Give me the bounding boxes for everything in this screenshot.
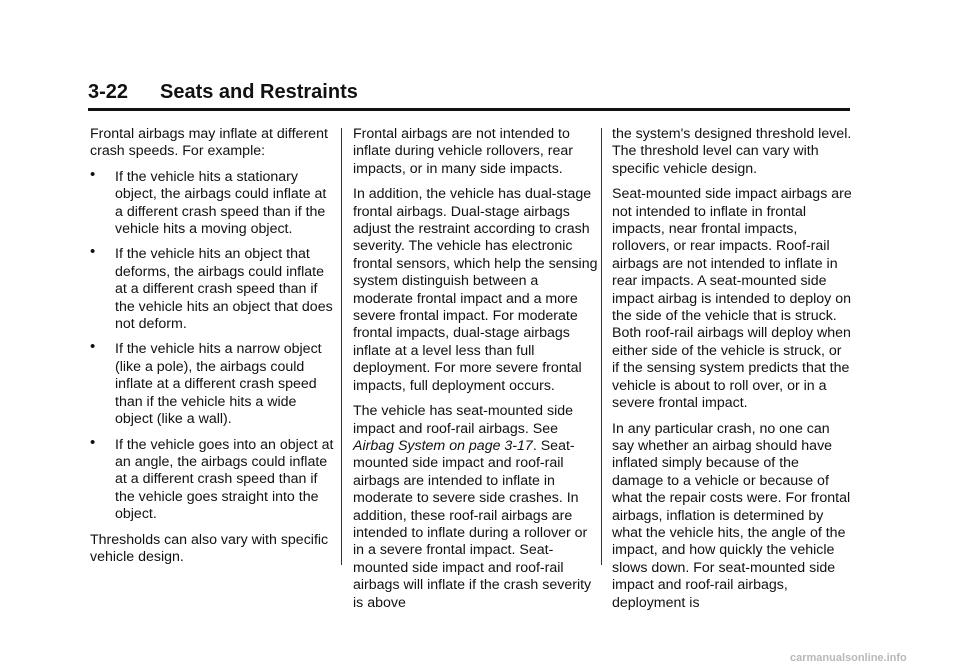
list-item-text: If the vehicle hits a stationary object, the airbags could inflate at a different crash speed than if the vehicle hits a moving object. (115, 168, 327, 238)
paragraph: the system's designed threshold level. The threshold level can vary with specific vehicle design. (612, 126, 852, 177)
paragraph: In addition, the vehicle has dual-stage frontal airbags. Dual-stage airbags adjust the restraint according to crash severity. The vehicle has electronic frontal sensors, which help the sensing system distinguish between a moderate frontal impact and a more severe frontal impact. For moderate frontal impacts, dual-stage airbags inflate at a level less than full deployment. For more severe frontal impacts, full deployment occurs. (353, 186, 598, 394)
bullet-list (90, 165, 338, 524)
list-item (90, 243, 338, 333)
list-item (90, 433, 338, 524)
bullet-icon: • (90, 165, 96, 183)
column-divider (341, 128, 342, 565)
column-divider (601, 128, 602, 565)
paragraph: Frontal airbags are not intended to inflate during vehicle rollovers, rear impacts, or in many side impacts. (353, 126, 574, 177)
paragraph: Frontal airbags may inflate at different crash speeds. For example: (90, 126, 328, 160)
list-item-text: If the vehicle hits an object that deforms, the airbags could inflate at a different crash speed than if the vehicle hits an object that does not deform. (115, 246, 333, 333)
watermark: carmanualsonline.info (790, 652, 907, 664)
paragraph: In any particular crash, no one can say whether an airbag should have inflated simply because of the damage to a vehicle or because of what the repair costs were. For frontal airbags, inflation is determined by what the vehicle hits, the angle of the impact, and how quickly the vehicle slows down. For seat-mounted side impact and roof-rail airbags, deployment is (612, 420, 851, 611)
list-item-text: If the vehicle goes into an object at an angle, the airbags could inflate at a different crash speed than if the vehicle goes straight into the object. (115, 436, 334, 523)
text-column-1 (90, 126, 338, 574)
list-item-text: If the vehicle hits a narrow object (like a pole), the airbags could inflate at a different crash speed than if the vehicle hits a wide object (like a wall). (115, 341, 322, 428)
bullet-icon: • (90, 433, 96, 451)
list-item (90, 338, 338, 428)
list-item (90, 165, 338, 239)
paragraph-text: The vehicle has seat-mounted side impact and roof-rail airbags. See (353, 403, 574, 437)
section-title: Seats and Restraints (160, 81, 358, 103)
text-column-3 (612, 126, 852, 620)
bullet-icon: • (90, 338, 96, 356)
text-column-2 (353, 126, 598, 620)
cross-reference-link[interactable]: Airbag System on page 3-17 (353, 437, 533, 454)
paragraph (353, 403, 598, 612)
page-header (88, 78, 850, 111)
paragraph: Thresholds can also vary with specific vehicle design. (90, 531, 329, 565)
paragraph: Seat-mounted side impact airbags are not intended to inflate in frontal impacts, near frontal impacts, rollovers, or rear impacts. Roof-rail airbags are not intended to inflate in rear impacts. A seat-mounted side impact airbag is intended to deploy on the side of the vehicle that is struck. Both roof-rail airbags will deploy when either side of the vehicle is struck, or if the sensing system predicts that the vehicle is about to roll over, or in a severe frontal impact. (612, 186, 852, 412)
paragraph-text: . Seat-mounted side impact and roof-rail airbags are intended to inflate in moderate to severe side crashes. In addition, these roof-rail airbags are intended to inflate during a rollover or in a severe frontal impact. Seat-mounted side impact and roof-rail airbags will inflate if the crash severity is above (353, 437, 592, 611)
bullet-icon: • (90, 243, 96, 261)
page-number: 3-22 (88, 81, 129, 103)
